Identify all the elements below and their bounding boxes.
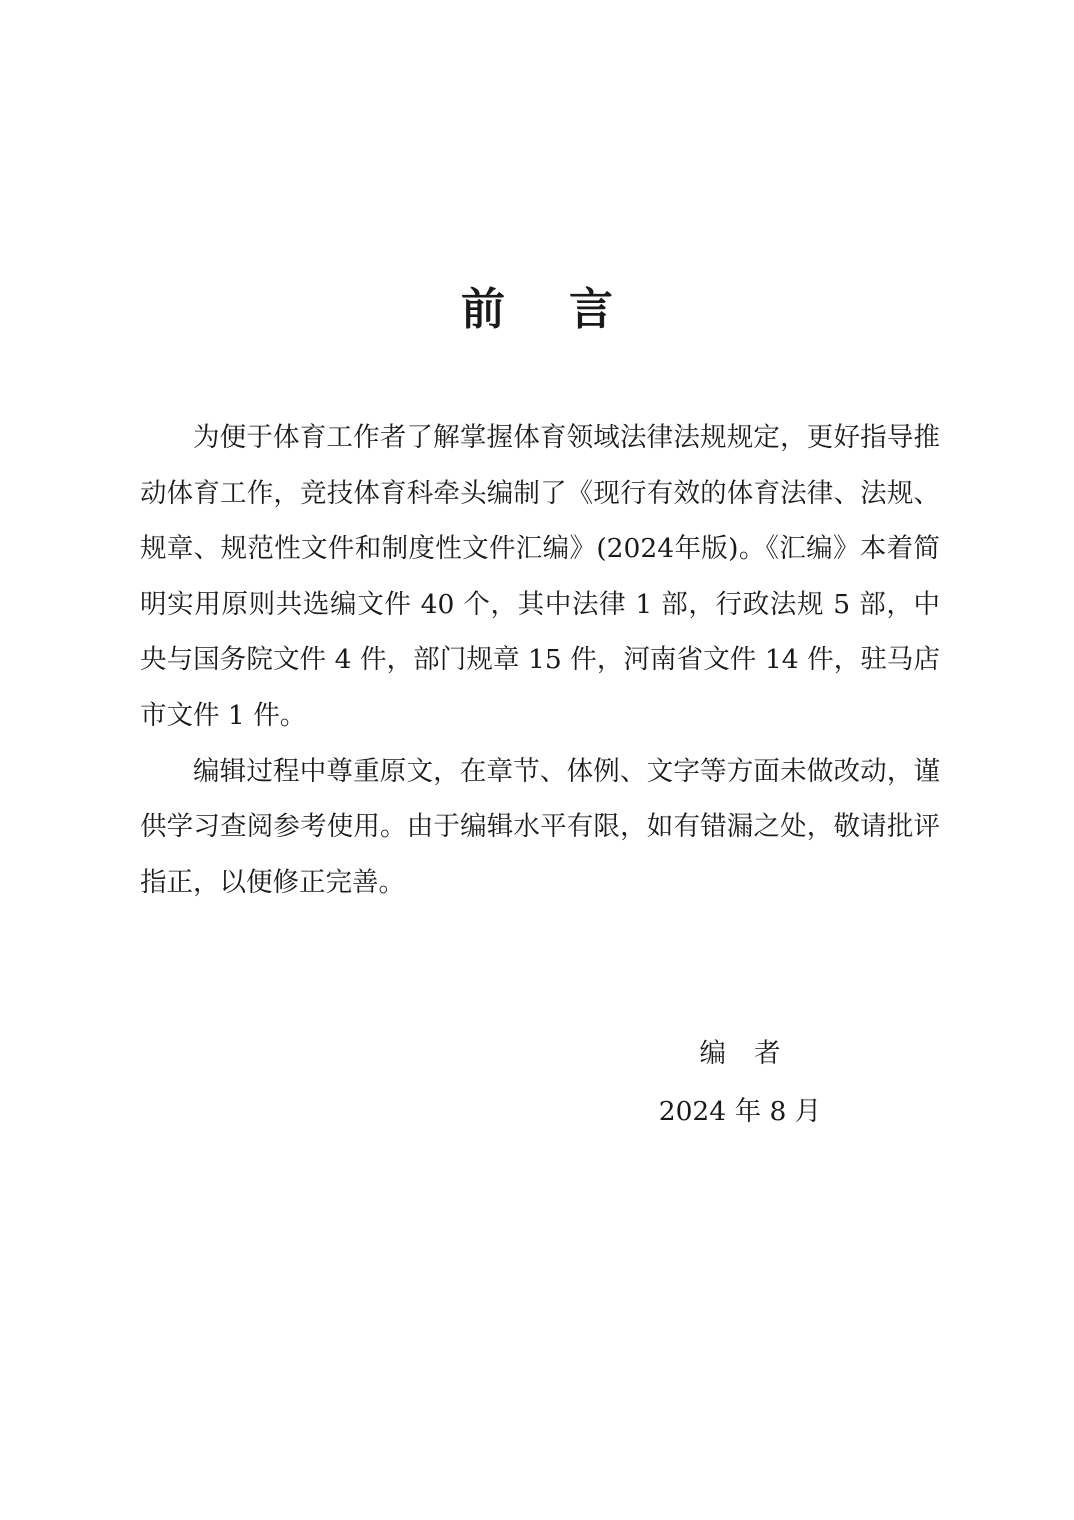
page-title: 前言 bbox=[461, 284, 677, 335]
paragraph-2: 编辑过程中尊重原文，在章节、体例、文字等方面未做改动，谨供学习查阅参考使用。由于编辑水平有限，如有错漏之处，敬请批评指正，以便修正完善。 bbox=[140, 755, 940, 898]
preface-body bbox=[140, 410, 940, 910]
paragraph-1: 为便于体育工作者了解掌握体育领域法律法规规定，更好指导推动体育工作，竞技体育科牵头编制了《现行有效的体育法律、法规、规章、规范性文件和制度性文件汇编》(2024年版)。《汇编》本着简明实用原则共选编文件 40 个，其中法律 1 部，行政法规 5 部，中央与国务院文件 4 件，部门规章 15 件，河南省文件 14 件，驻马店市文件 1 件。 bbox=[140, 422, 940, 731]
signature-date: 2024 年 8 月 bbox=[658, 1096, 822, 1127]
signature-editor: 编者 bbox=[699, 1038, 809, 1069]
